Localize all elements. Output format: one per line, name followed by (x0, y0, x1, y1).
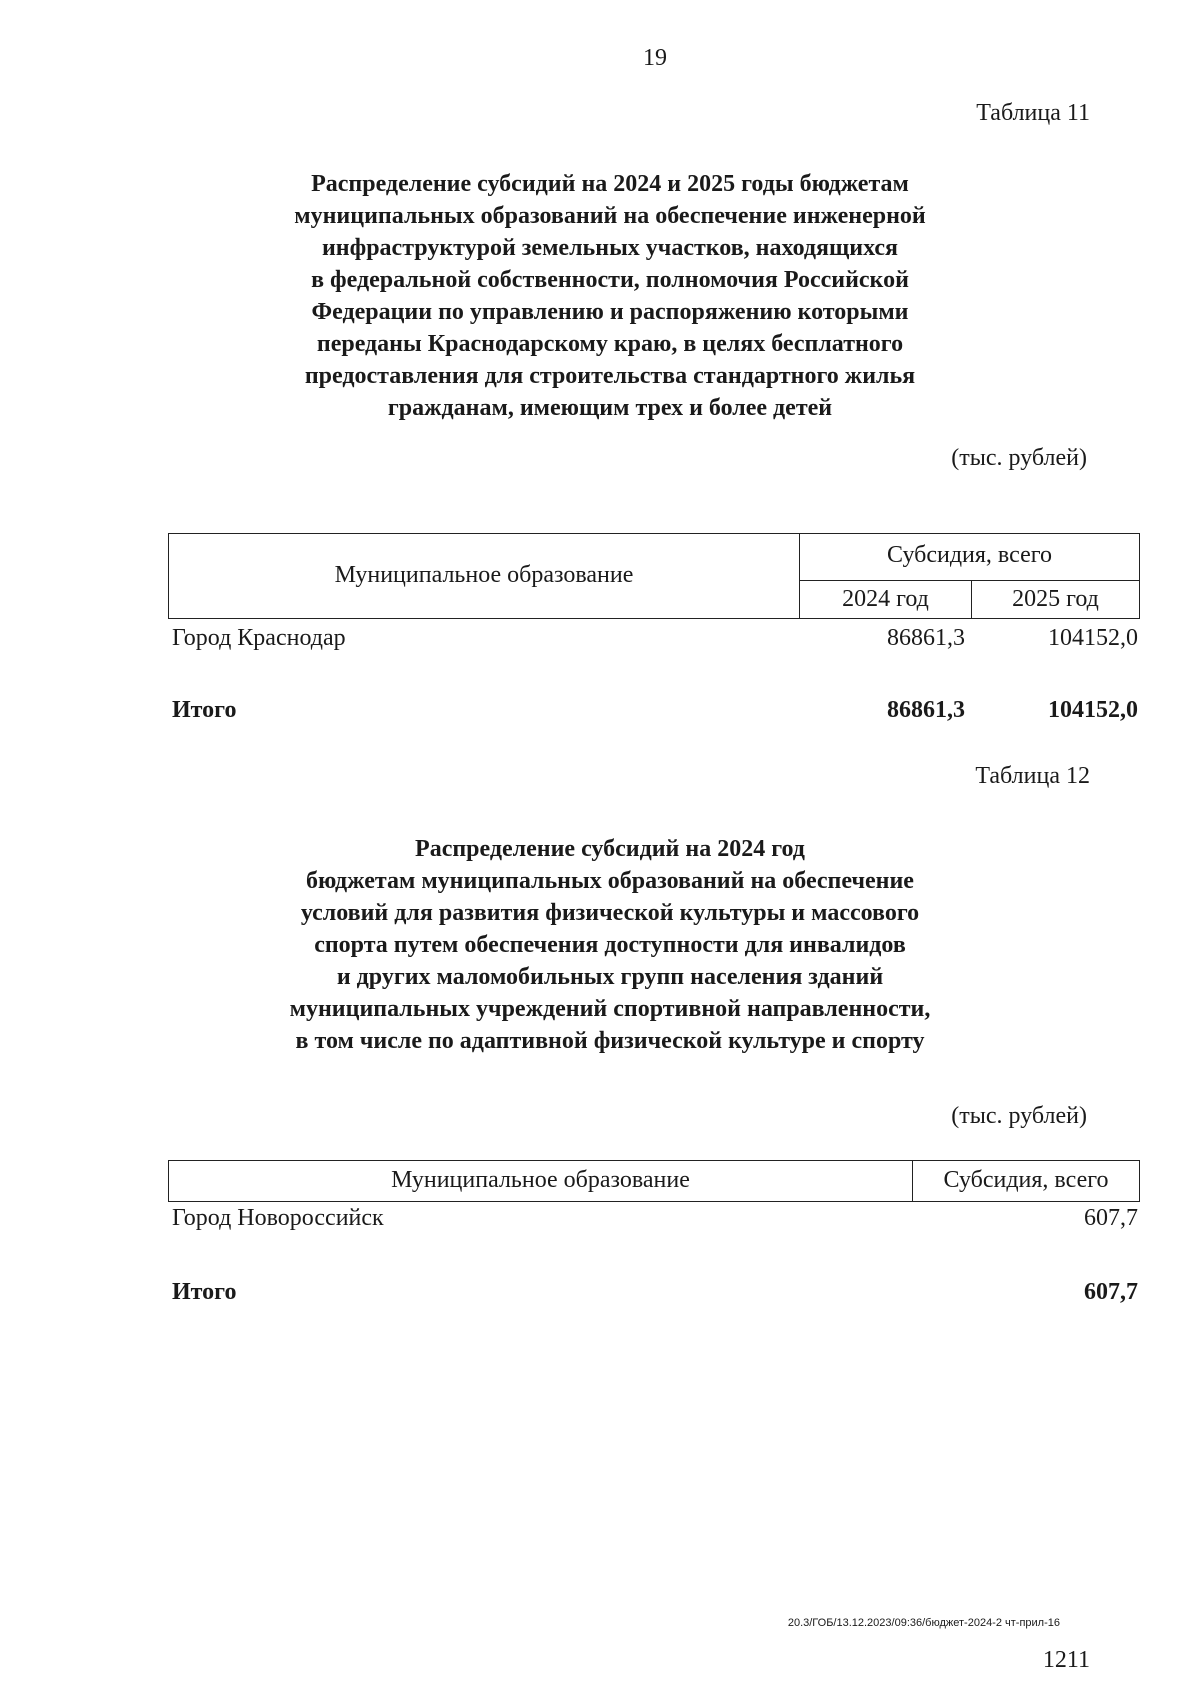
table-11-total-2025: 104152,0 (1048, 697, 1138, 723)
header-subsidy-total: Субсидия, всего (943, 1167, 1109, 1193)
table-11-total-label: Итого (172, 697, 237, 723)
table-12-total-label: Итого (172, 1279, 237, 1305)
table-11-row-2024: 86861,3 (887, 625, 965, 651)
table-12-total-value: 607,7 (1084, 1279, 1138, 1305)
table-12-title: Распределение субсидий на 2024 год бюджетам муниципальных образований на обеспечение условий для развития физической культуры и массового спорта путем обеспечения доступности для инвалидов и других маломобильных групп населения зданий муниципальных учреждений спортивной направленности, в том числе по адаптивной физической культуре и спорту (289, 836, 931, 1054)
table-11-row-name: Город Краснодар (172, 625, 346, 651)
header-municipality: Муниципальное образование (391, 1167, 690, 1193)
table-12-row-value: 607,7 (1084, 1205, 1138, 1231)
document-code: 20.3/ГОБ/13.12.2023/09:36/бюджет-2024-2 чт-прил-16 (787, 1617, 1060, 1629)
header-subsidy-total: Субсидия, всего (887, 542, 1052, 568)
table-11-label: Таблица 11 (976, 100, 1090, 126)
table-11-units: (тыс. рублей) (951, 445, 1087, 471)
table-12-label: Таблица 12 (975, 763, 1090, 789)
table-12-row-name: Город Новороссийск (172, 1205, 384, 1231)
header-year-2025: 2025 год (1012, 586, 1099, 612)
table-11-header (168, 533, 1140, 619)
table-11-row-2025: 104152,0 (1048, 625, 1138, 651)
table-11-total-2024: 86861,3 (887, 697, 965, 723)
header-year-2024: 2024 год (842, 586, 929, 612)
page-number: 19 (643, 45, 667, 71)
sheet-number: 1211 (1042, 1647, 1090, 1673)
header-municipality: Муниципальное образование (334, 562, 634, 588)
table-12-units: (тыс. рублей) (951, 1103, 1087, 1129)
table-11-title: Распределение субсидий на 2024 и 2025 годы бюджетам муниципальных образований на обеспечение инженерной инфраструктурой земельных участков, находящихся в федеральной собственности, полномочия Российской Федерации по управлению и распоряжению которыми переданы Краснодарскому краю, в целях бесплатного предоставления для строительства стандартного жилья гражданам, имеющим трех и более детей (294, 171, 926, 421)
table-12-header (168, 1160, 1140, 1202)
